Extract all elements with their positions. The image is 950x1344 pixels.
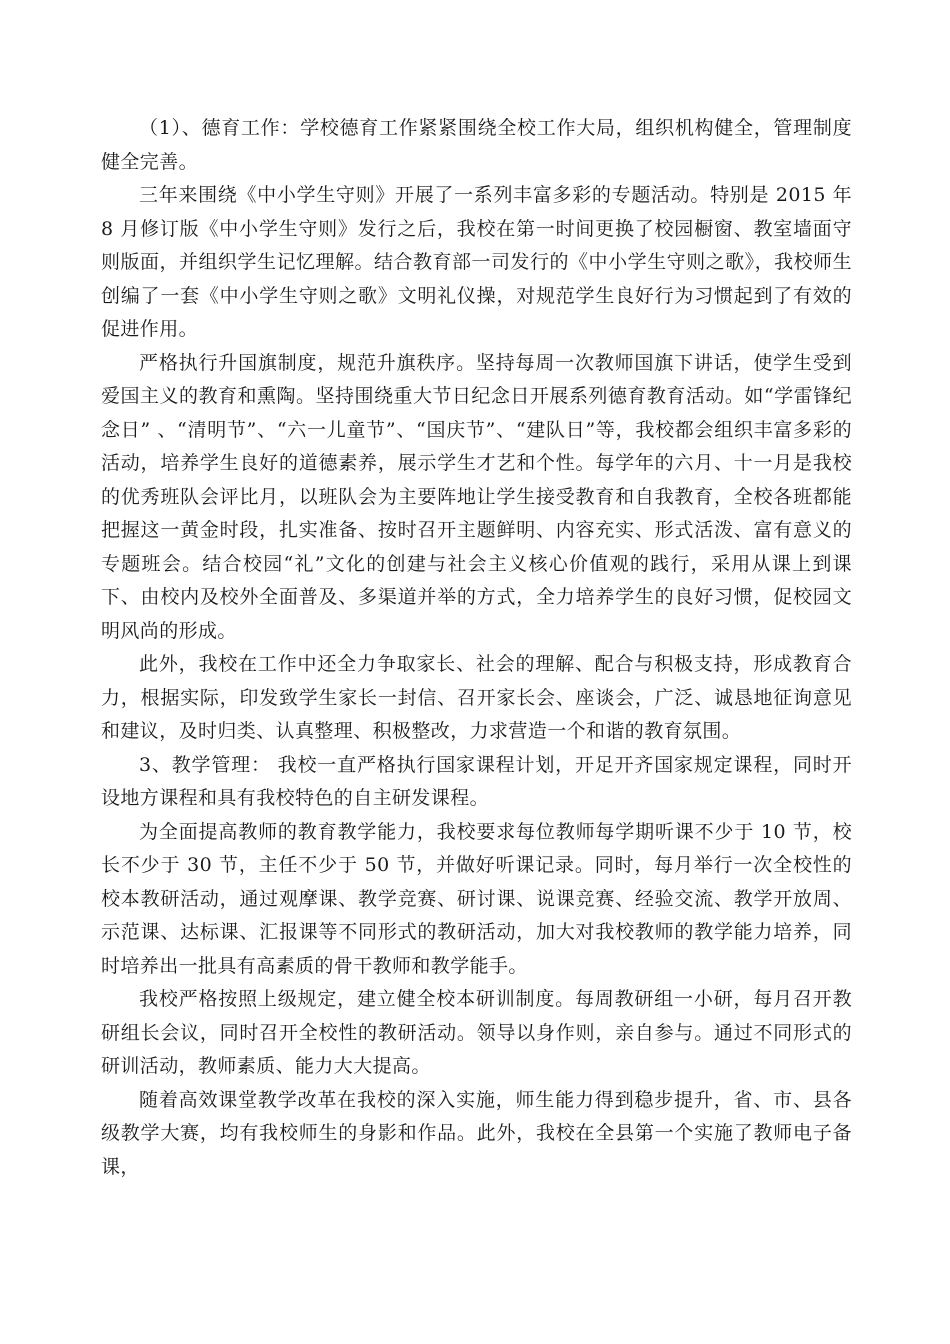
paragraph-student-code-activities: 三年来围绕《中小学生守则》开展了一系列丰富多彩的专题活动。特别是 2015 年 8 月修订版《中小学生守则》发行之后，我校在第一时间更换了校园橱窗、教室墙面守则版面，并组织学生记忆理解。结合教育部一司发行的《中小学生守则之歌》，我校师生创编了一套《中小学生守则之歌》文明礼仪操，对规范学生良好行为习惯起到了有效的促进作用。 [101, 184, 852, 340]
paragraph-moral-education: （1）、德育工作：学校德育工作紧紧围绕全校工作大局，组织机构健全，管理制度健全完善。 [101, 117, 852, 173]
paragraph-teaching-management: 3、教学管理： 我校一直严格执行国家课程计划，开足开齐国家规定课程，同时开设地方课程和具有我校特色的自主研发课程。 [101, 753, 852, 809]
paragraph-school-research: 我校严格按照上级规定，建立健全校本研训制度。每周教研组一小研，每月召开教研组长会议，同时召开全校性的教研活动。领导以身作则，亲自参与。通过不同形式的研训活动，教师素质、能力大大提高。 [101, 988, 852, 1077]
paragraph-flag-ceremony: 严格执行升国旗制度，规范升旗秩序。坚持每周一次教师国旗下讲话，使学生受到爱国主义的教育和熏陶。坚持围绕重大节日纪念日开展系列德育教育活动。如“学雷锋纪念日” 、“清明节”、“六一儿童节”、“国庆节”、“建队日”等，我校都会组织丰富多彩的活动，培养学生良好的道德素养，展示学生才艺和个性。每学年的六月、十一月是我校的优秀班队会评比月，以班队会为主要阵地让学生接受教育和自我教育，全校各班都能把握这一黄金时段，扎实准备、按时召开主题鲜明、内容充实、形式活泼、富有意义的专题班会。结合校园“礼”文化的创建与社会主义核心价值观的践行，采用从课上到课下、由校内及校外全面普及、多渠道并举的方式，全力培养学生的良好习惯，促校园文明风尚的形成。 [101, 351, 852, 642]
paragraph-family-cooperation: 此外，我校在工作中还全力争取家长、社会的理解、配合与积极支持，形成教育合力，根据实际，印发致学生家长一封信、召开家长会、座谈会，广泛、诚恳地征询意见和建议，及时归类、认真整理、积极整改，力求营造一个和谐的教育氛围。 [101, 653, 852, 742]
paragraph-classroom-reform: 随着高效课堂教学改革在我校的深入实施，师生能力得到稳步提升，省、市、县各级教学大赛，均有我校师生的身影和作品。此外，我校在全县第一个实施了教师电子备课， [101, 1088, 852, 1178]
document-body [101, 112, 852, 1184]
paragraph-lesson-observation: 为全面提高教师的教育教学能力，我校要求每位教师每学期听课不少于 10 节，校长不少于 30 节，主任不少于 50 节，并做好听课记录。同时，每月举行一次全校性的校本教研活动，通过观摩课、教学竞赛、研讨课、说课竞赛、经验交流、教学开放周、示范课、达标课、汇报课等不同形式的教研活动，加大对我校教师的教学能力培养，同时培养出一批具有高素质的骨干教师和教学能手。 [101, 820, 852, 977]
